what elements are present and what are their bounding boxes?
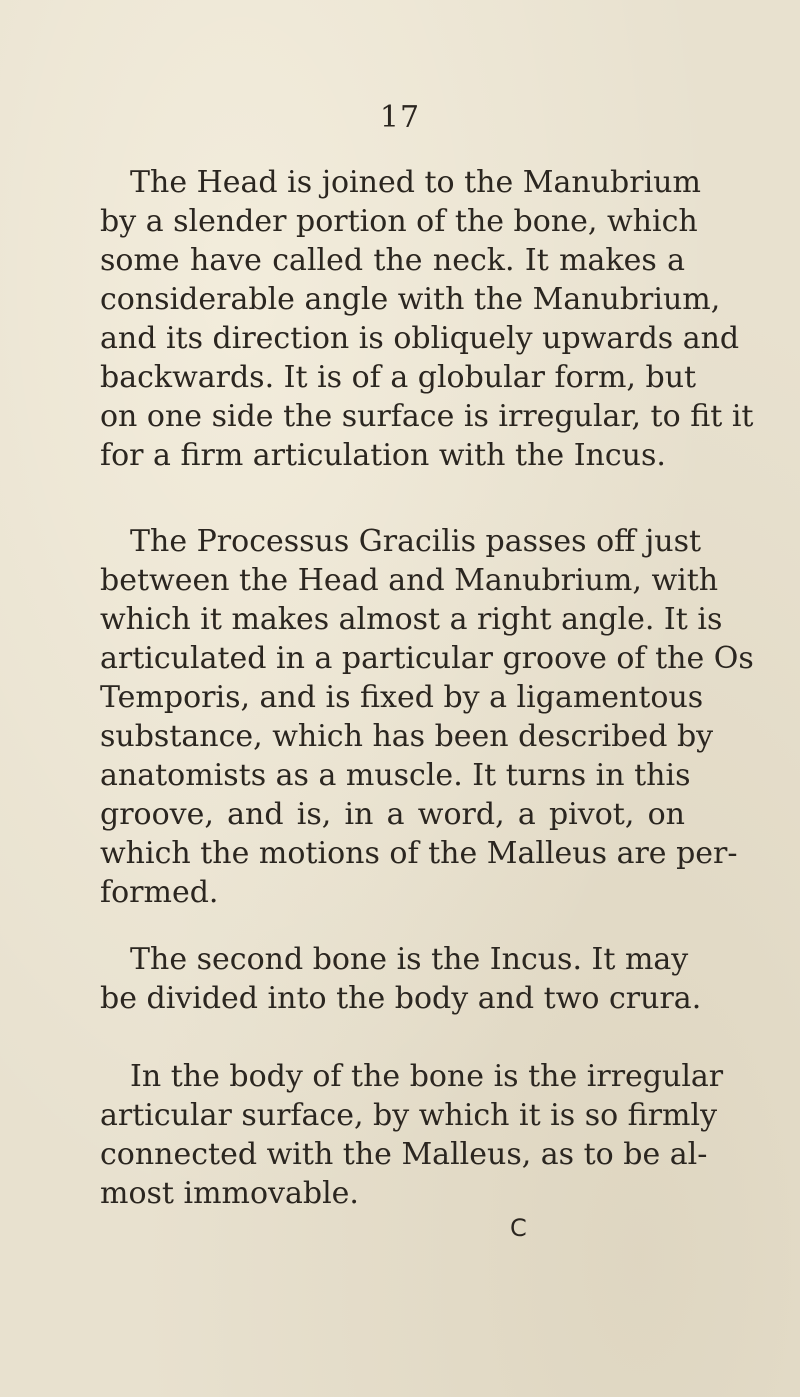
paragraph-incus-body bbox=[100, 1057, 724, 1213]
text-line: some have called the neck. It makes a bbox=[100, 243, 685, 278]
text-line: The Processus Gracilis passes off just bbox=[130, 524, 702, 559]
text-line: and its direction is obliquely upwards and bbox=[100, 321, 740, 356]
text-line: Temporis, and is fixed by a ligamentous bbox=[100, 680, 704, 715]
text-line: The Head is joined to the Manubrium bbox=[130, 165, 701, 200]
paragraph-head bbox=[100, 163, 754, 475]
text-line: which it makes almost a right angle. It is bbox=[100, 602, 723, 637]
text-line: substance, which has been described by bbox=[100, 719, 714, 754]
text-line: anatomists as a muscle. It turns in this bbox=[100, 758, 691, 793]
text-line: formed. bbox=[100, 875, 219, 910]
text-line: by a slender portion of the bone, which bbox=[100, 204, 698, 239]
text-line: The second bone is the Incus. It may bbox=[130, 942, 689, 977]
text-line: In the body of the bone is the irregular bbox=[130, 1059, 724, 1094]
text-line: most immovable. bbox=[100, 1176, 359, 1211]
text-line: articulated in a particular groove of the Os bbox=[100, 641, 754, 676]
text-line: which the motions of the Malleus are per- bbox=[100, 836, 738, 871]
signature-mark: C bbox=[510, 1214, 527, 1242]
text-line: groove, and is, in a word, a pivot, on bbox=[100, 797, 685, 832]
text-line: connected with the Malleus, as to be al- bbox=[100, 1137, 708, 1172]
text-line: for a firm articulation with the Incus. bbox=[100, 438, 666, 473]
page-number: 17 bbox=[379, 100, 421, 135]
text-line: articular surface, by which it is so firmly bbox=[100, 1098, 718, 1133]
text-line: considerable angle with the Manubrium, bbox=[100, 282, 721, 317]
text-line: between the Head and Manubrium, with bbox=[100, 563, 719, 598]
text-line: be divided into the body and two crura. bbox=[100, 981, 702, 1016]
paragraph-incus bbox=[100, 940, 702, 1018]
text-line: on one side the surface is irregular, to fit it bbox=[100, 399, 754, 434]
text-line: backwards. It is of a globular form, but bbox=[100, 360, 697, 395]
paragraph-processus-gracilis bbox=[100, 522, 754, 912]
